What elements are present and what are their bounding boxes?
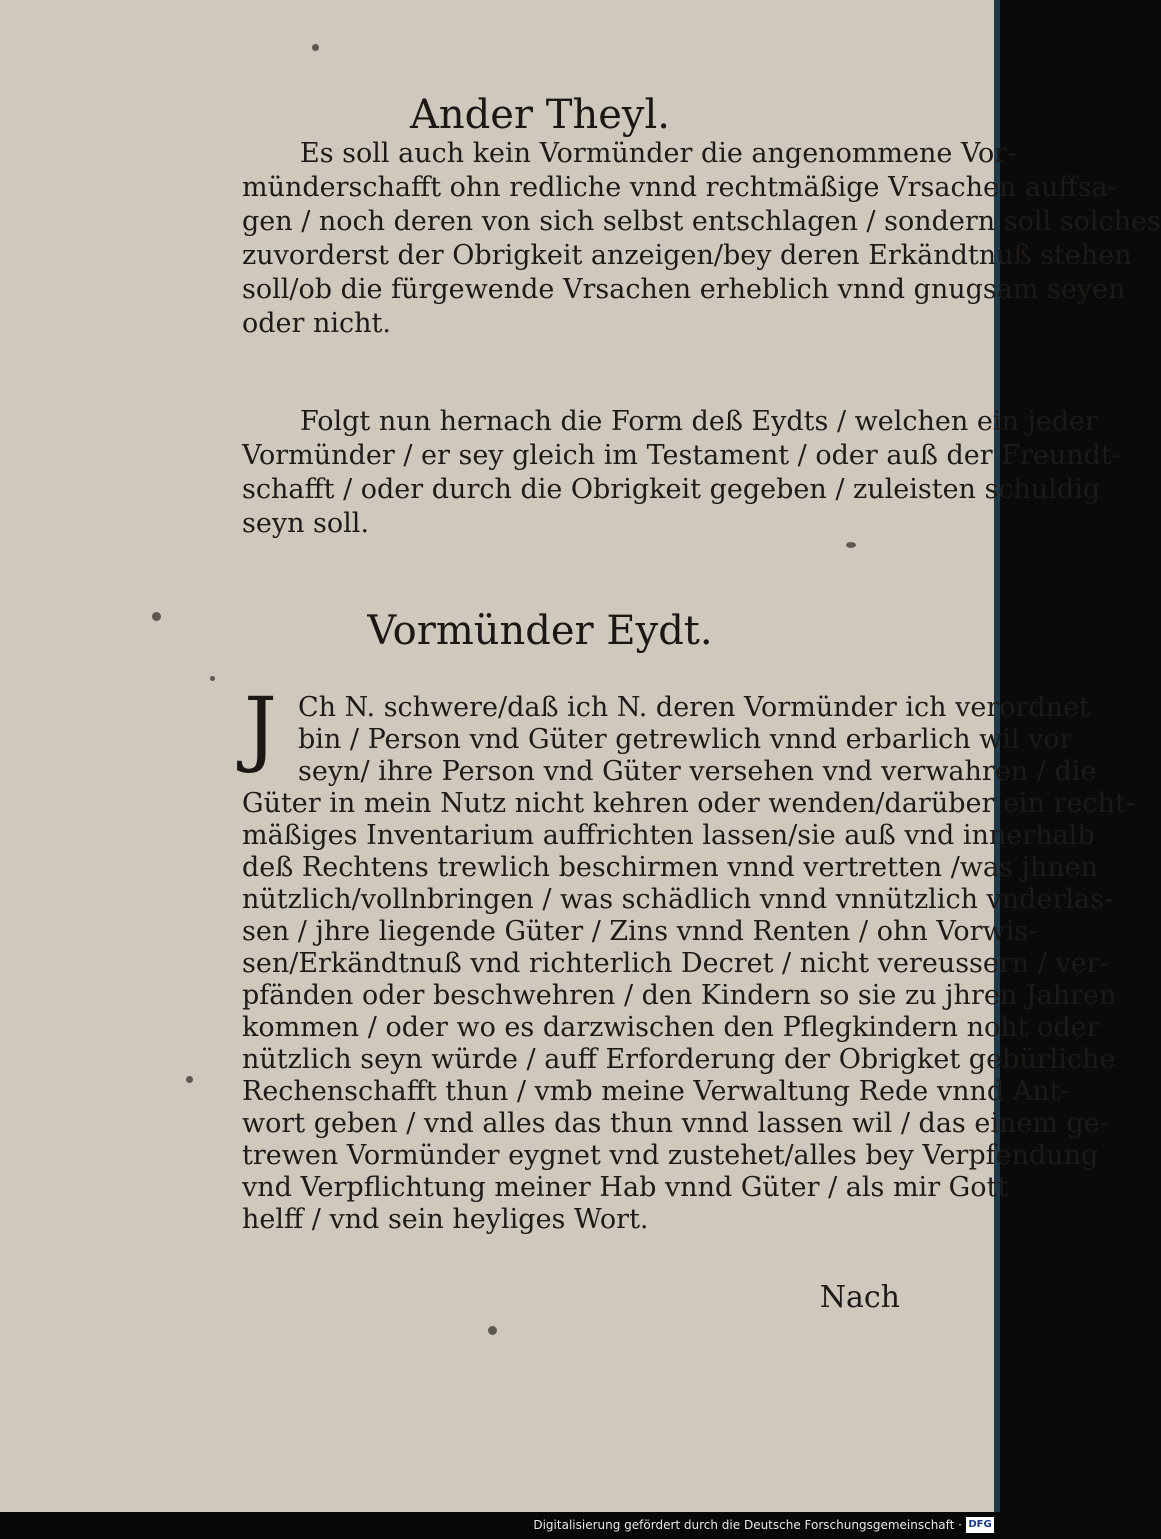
text-line: sen / jhre liegende Güter / Zins vnnd Renten / ohn Vorwis- (242, 916, 1038, 947)
paper-speck (846, 542, 856, 548)
text-line: Rechenschafft thun / vmb meine Verwaltung Rede vnnd Ant- (242, 1076, 1070, 1107)
text-line: oder nicht. (242, 308, 391, 339)
paper-speck (210, 676, 215, 681)
paper-speck (312, 44, 319, 51)
text-line: deß Rechtens trewlich beschirmen vnnd vertretten /was jhnen (242, 852, 1098, 883)
section-heading-ander-theyl: Ander Theyl. (410, 92, 670, 138)
text-line: Vormünder / er sey gleich im Testament / oder auß der Freundt- (242, 440, 1121, 471)
decorated-initial: J (244, 681, 277, 776)
footer-bar (0, 1512, 1000, 1539)
text-line: bin / Person vnd Güter getrewlich vnnd erbarlich wil vor (298, 724, 1073, 755)
text-line: nützlich seyn würde / auff Erforderung der Obrigket gebürliche (242, 1044, 1116, 1075)
section-heading-vormuender-eydt: Vormünder Eydt. (367, 608, 713, 654)
text-line: seyn soll. (242, 508, 370, 539)
text-line: seyn/ ihre Person vnd Güter versehen vnd verwahren / die (298, 756, 1097, 787)
paper-speck (152, 612, 161, 621)
paper-speck (186, 1076, 193, 1083)
text-line: soll/ob die fürgewende Vrsachen erheblich vnnd gnugsam seyen (242, 274, 1126, 305)
text-line: Folgt nun hernach die Form deß Eydts / welchen ein jeder (300, 406, 1098, 437)
text-line: trewen Vormünder eygnet vnd zustehet/alles bey Verpfendung (242, 1140, 1099, 1171)
text-line: schafft / oder durch die Obrigkeit gegeben / zuleisten schuldig (242, 474, 1101, 505)
text-line: nützlich/vollnbringen / was schädlich vnnd vnnützlich vnderlas- (242, 884, 1114, 915)
text-line: gen / noch deren von sich selbst entschlagen / sondern soll solches (242, 206, 1161, 237)
text-line: pfänden oder beschwehren / den Kindern so sie zu jhren Jahren (242, 980, 1117, 1011)
text-line: Güter in mein Nutz nicht kehren oder wenden/darüber ein recht- (242, 788, 1135, 819)
catchword: Nach (819, 1280, 900, 1315)
text-line: wort geben / vnd alles das thun vnnd lassen wil / das einem ge- (242, 1108, 1109, 1139)
text-line: Ch N. schwere/daß ich N. deren Vormünder ich verordnet (298, 692, 1090, 723)
text-line: sen/Erkändtnuß vnd richterlich Decret / nicht vereussern / ver- (242, 948, 1109, 979)
text-line: vnd Verpflichtung meiner Hab vnnd Güter / als mir Gott (242, 1172, 1009, 1203)
paper-speck (488, 1326, 497, 1335)
text-line: Es soll auch kein Vormünder die angenommene Vor- (300, 138, 1017, 169)
text-line: zuvorderst der Obrigkeit anzeigen/bey deren Erkändtnuß stehen (242, 240, 1132, 271)
text-line: mäßiges Inventarium auffrichten lassen/sie auß vnd innerhalb (242, 820, 1095, 851)
footer-credit: Digitalisierung gefördert durch die Deutsche Forschungsgemeinschaft · (533, 1518, 962, 1532)
text-line: kommen / oder wo es darzwischen den Pflegkindern noht oder (242, 1012, 1100, 1043)
dfg-logo: DFG (966, 1517, 994, 1533)
text-line: helff / vnd sein heyliges Wort. (242, 1204, 649, 1235)
text-line: münderschafft ohn redliche vnnd rechtmäßige Vrsachen auffsa- (242, 172, 1117, 203)
